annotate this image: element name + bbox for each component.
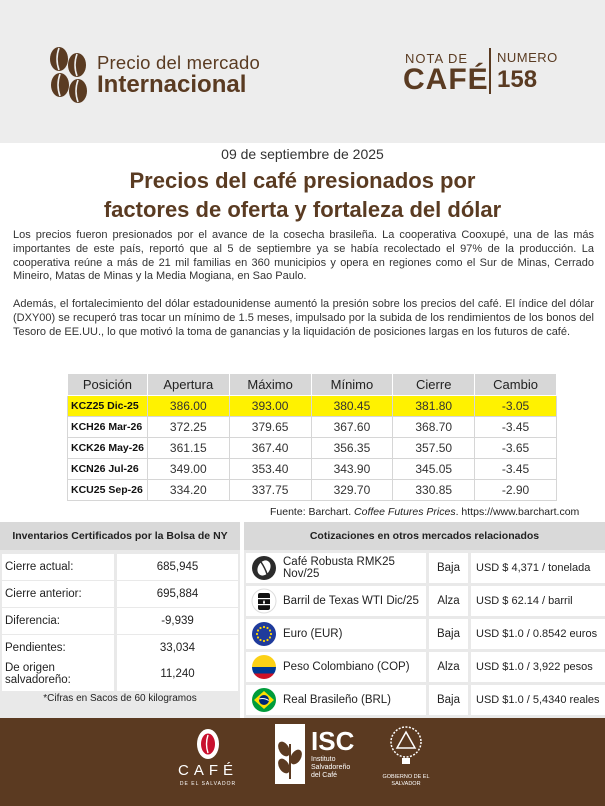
cell-low: 380.45 bbox=[311, 396, 393, 417]
footer-isc-word: ISC bbox=[311, 726, 355, 756]
cell-close: 368.70 bbox=[393, 417, 475, 438]
inventories-title: Inventarios Certificados por la Bolsa de NY bbox=[0, 522, 240, 550]
source-citation bbox=[270, 506, 579, 518]
numero-label: NUMERO bbox=[497, 50, 558, 65]
quotes-title: Cotizaciones en otros mercados relacionados bbox=[244, 522, 605, 550]
source-link[interactable]: . https://www.barchart.com bbox=[455, 506, 580, 518]
quote-trend: Alza bbox=[429, 652, 468, 682]
inventory-row bbox=[2, 657, 238, 691]
inventory-label: Diferencia: bbox=[2, 608, 114, 634]
eu-flag-icon bbox=[251, 621, 277, 647]
quote-name-cell bbox=[246, 685, 426, 715]
quote-trend: Baja bbox=[429, 619, 468, 649]
cell-change: -3.45 bbox=[475, 459, 557, 480]
quote-name-cell bbox=[246, 586, 426, 616]
article-paragraph-2: Además, el fortalecimiento del dólar estadounidense aumentó la presión sobre los precios del café. El índice del dólar (DXY00) se recuperó tras tocar un mínimo de 1.5 meses, impulsado por la subida de los rendimientos de los bonos del Tesoro de EE.UU., lo que motivó la toma de ganancias y la liquidación de posiciones largas en los futuros de café. bbox=[13, 298, 594, 338]
table-row bbox=[68, 459, 557, 480]
footer-cafe-word: CAFÉ bbox=[177, 762, 238, 779]
quote-name: Real Brasileño (BRL) bbox=[283, 693, 392, 706]
quote-value: USD $ 62.14 / barril bbox=[471, 586, 605, 616]
headline-line2: factores de oferta y fortaleza del dólar bbox=[103, 197, 502, 222]
quote-name-cell bbox=[246, 652, 426, 682]
futures-price-table bbox=[67, 373, 557, 501]
header-divider bbox=[489, 48, 491, 94]
cell-open: 386.00 bbox=[147, 396, 229, 417]
isc-emblem bbox=[275, 724, 305, 784]
isc-logo bbox=[275, 724, 355, 804]
inventories-note: *Cifras en Sacos de 60 kilogramos bbox=[43, 693, 197, 704]
cell-close: 381.80 bbox=[393, 396, 475, 417]
inventory-row bbox=[2, 608, 238, 634]
inventory-value: 695,884 bbox=[117, 581, 238, 607]
cell-high: 353.40 bbox=[229, 459, 311, 480]
brazil-flag-icon bbox=[251, 687, 277, 713]
oil-barrel-icon bbox=[251, 588, 277, 614]
header-banner bbox=[0, 0, 605, 143]
inventory-row bbox=[2, 554, 238, 580]
source-prefix: Fuente: Barchart. bbox=[270, 506, 352, 518]
brand-line2: Internacional bbox=[97, 71, 247, 98]
table-row bbox=[68, 480, 557, 501]
cell-close: 357.50 bbox=[393, 438, 475, 459]
quote-row bbox=[246, 586, 605, 616]
cell-position: KCK26 May-26 bbox=[68, 438, 148, 459]
quotes-panel bbox=[244, 550, 605, 718]
cell-change: -2.90 bbox=[475, 480, 557, 501]
cell-open: 361.15 bbox=[147, 438, 229, 459]
quote-name: Café Robusta RMK25 Nov/25 bbox=[283, 555, 395, 580]
col-header-maximo: Máximo bbox=[229, 374, 311, 396]
cell-low: 356.35 bbox=[311, 438, 393, 459]
inventory-label: Cierre actual: bbox=[2, 554, 114, 580]
article-date: 09 de septiembre de 2025 bbox=[221, 146, 384, 162]
cell-change: -3.45 bbox=[475, 417, 557, 438]
cell-low: 367.60 bbox=[311, 417, 393, 438]
numero-value: 158 bbox=[497, 66, 538, 93]
quote-name-cell bbox=[246, 619, 426, 649]
cell-low: 343.90 bbox=[311, 459, 393, 480]
cell-position: KCU25 Sep-26 bbox=[68, 480, 148, 501]
footer-gob-text: GOBIERNO DE EL SALVADOR bbox=[382, 774, 430, 787]
quote-value: USD $ 4,371 / tonelada bbox=[471, 553, 605, 583]
cell-position: KCN26 Jul-26 bbox=[68, 459, 148, 480]
quote-row bbox=[246, 619, 605, 649]
inventory-row bbox=[2, 581, 238, 607]
quote-name: Euro (EUR) bbox=[283, 627, 343, 640]
gobierno-logo bbox=[380, 724, 432, 804]
colombia-flag-icon bbox=[251, 654, 277, 680]
cafe-de-el-salvador-logo bbox=[168, 726, 248, 804]
col-header-cambio: Cambio bbox=[475, 374, 557, 396]
coffee-cherry-icon bbox=[196, 726, 220, 760]
brand-line1: Precio del mercado bbox=[97, 52, 260, 73]
col-header-posicion: Posición bbox=[68, 374, 148, 396]
cell-close: 345.05 bbox=[393, 459, 475, 480]
cell-close: 330.85 bbox=[393, 480, 475, 501]
footer-isc-sub: Instituto Salvadoreño del Café bbox=[311, 756, 351, 779]
cell-high: 337.75 bbox=[229, 480, 311, 501]
footer-cafe-sub: DE EL SALVADOR bbox=[179, 781, 237, 787]
cell-high: 379.65 bbox=[229, 417, 311, 438]
quote-value: USD $1.0 / 5,4340 reales bbox=[471, 685, 605, 715]
quote-trend: Baja bbox=[429, 553, 468, 583]
cell-low: 329.70 bbox=[311, 480, 393, 501]
quote-value: USD $1.0 / 3,922 pesos bbox=[471, 652, 605, 682]
cell-high: 393.00 bbox=[229, 396, 311, 417]
quote-name-cell bbox=[246, 553, 426, 583]
cafe-label: CAFÉ bbox=[403, 63, 489, 96]
col-header-cierre: Cierre bbox=[393, 374, 475, 396]
quote-value: USD $1.0 / 0.8542 euros bbox=[471, 619, 605, 649]
quote-name: Barril de Texas WTI Dic/25 bbox=[283, 594, 419, 607]
cell-position: KCH26 Mar-26 bbox=[68, 417, 148, 438]
inventory-label: Cierre anterior: bbox=[2, 581, 114, 607]
quote-name: Peso Colombiano (COP) bbox=[283, 660, 410, 673]
quote-trend: Baja bbox=[429, 685, 468, 715]
nota-de-label: NOTA DE bbox=[405, 51, 469, 66]
col-header-minimo: Mínimo bbox=[311, 374, 393, 396]
cell-position: KCZ25 Dic-25 bbox=[68, 396, 148, 417]
quote-row bbox=[246, 652, 605, 682]
source-italic: Coffee Futures Prices bbox=[354, 506, 456, 518]
inventory-value: -9,939 bbox=[117, 608, 238, 634]
cell-open: 372.25 bbox=[147, 417, 229, 438]
coffee-bean-icon bbox=[251, 555, 277, 581]
footer-banner bbox=[0, 718, 605, 806]
headline-line1: Precios del café presionados por bbox=[129, 168, 476, 193]
quote-trend: Alza bbox=[429, 586, 468, 616]
cell-open: 349.00 bbox=[147, 459, 229, 480]
col-header-apertura: Apertura bbox=[147, 374, 229, 396]
table-row bbox=[68, 417, 557, 438]
coffee-beans-logo-icon bbox=[46, 45, 92, 105]
table-row bbox=[68, 396, 557, 417]
inventory-value: 33,034 bbox=[117, 635, 238, 661]
cell-change: -3.05 bbox=[475, 396, 557, 417]
table-row bbox=[68, 438, 557, 459]
inventory-value: 685,945 bbox=[117, 554, 238, 580]
cell-high: 367.40 bbox=[229, 438, 311, 459]
coat-of-arms-icon bbox=[388, 724, 424, 768]
cell-change: -3.65 bbox=[475, 438, 557, 459]
quote-row bbox=[246, 553, 605, 583]
article-paragraph-1: Los precios fueron presionados por el avance de la cosecha brasileña. La cooperativa Cooxupé, una de las más importantes de este país, reportó que al 5 de septiembre ya se había recolectado el 97% de la producción. La cooperativa reúne a más de 21 mil familias en 360 municipios y opera en regiones como el Sur de Minas, Cerrado Mineiro, Matas de Minas y la Media Mogiana, en Sao Paulo. bbox=[13, 229, 594, 283]
inventory-label: De origen salvadoreño: bbox=[2, 657, 114, 691]
article-headline bbox=[0, 166, 605, 224]
quote-row bbox=[246, 685, 605, 715]
coffee-plant-icon bbox=[275, 724, 305, 784]
cell-open: 334.20 bbox=[147, 480, 229, 501]
inventory-label: Pendientes: bbox=[2, 635, 114, 661]
inventory-value: 11,240 bbox=[117, 657, 238, 691]
table-header-row bbox=[68, 374, 557, 396]
